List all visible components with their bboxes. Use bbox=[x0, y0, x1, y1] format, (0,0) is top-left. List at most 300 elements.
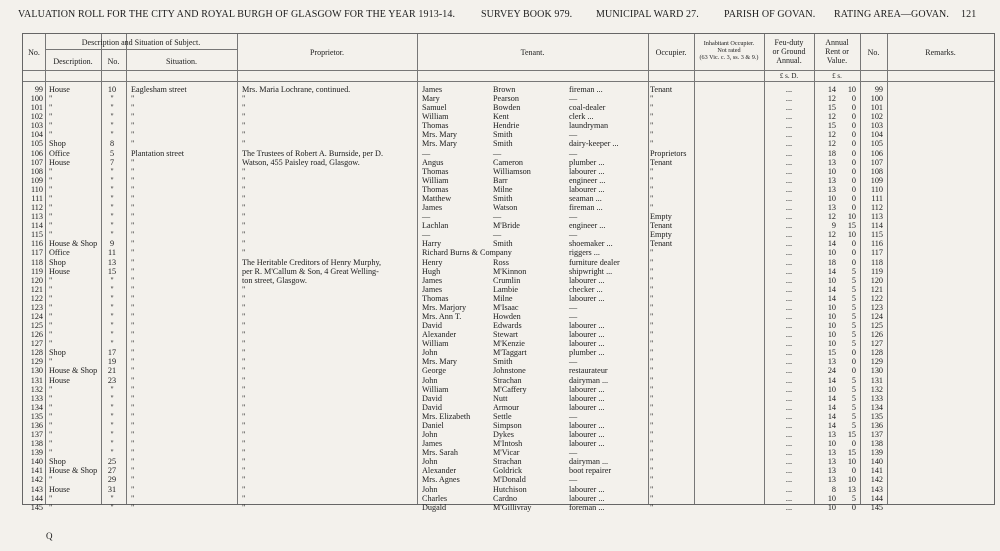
cell-no: 103 bbox=[30, 121, 43, 131]
cell-shill: 10 bbox=[847, 230, 856, 240]
cell-feu: ... bbox=[785, 203, 793, 213]
cell-feu: ... bbox=[785, 193, 793, 203]
cell-no2: 113 bbox=[871, 212, 883, 222]
cell-trade: plumber ... bbox=[569, 348, 605, 358]
feu-line-2: or Ground bbox=[772, 47, 806, 56]
cell-no: 130 bbox=[30, 366, 43, 376]
cell-no: 102 bbox=[30, 112, 43, 122]
cell-no: 133 bbox=[30, 393, 43, 403]
cell-sit: " bbox=[131, 94, 135, 104]
cell-num: " bbox=[110, 103, 114, 113]
cell-no2: 142 bbox=[870, 475, 883, 485]
cell-first: John bbox=[422, 484, 438, 494]
cell-feu: ... bbox=[785, 339, 793, 349]
cell-trade: shipwright ... bbox=[569, 266, 613, 276]
cell-first: Mrs. Mary bbox=[422, 130, 458, 140]
cell-pounds: 10 bbox=[827, 384, 836, 394]
cell-feu: ... bbox=[785, 384, 793, 394]
cell-num: 29 bbox=[107, 475, 117, 485]
cell-desc: Office bbox=[49, 148, 70, 158]
cell-prop: " bbox=[242, 330, 246, 340]
cell-first: Daniel bbox=[422, 420, 444, 430]
cell-prop: " bbox=[242, 121, 246, 131]
cell-feu: ... bbox=[785, 293, 793, 303]
cell-prop: " bbox=[242, 239, 246, 249]
cell-no: 134 bbox=[30, 402, 43, 412]
cell-sur: Smith bbox=[493, 357, 513, 367]
cell-desc: " bbox=[49, 430, 53, 440]
cell-no: 140 bbox=[30, 457, 43, 467]
cell-sit: " bbox=[131, 130, 135, 140]
cell-first: Mrs. Elizabeth bbox=[422, 411, 471, 421]
cell-no2: 134 bbox=[870, 402, 883, 412]
cell-num: " bbox=[110, 321, 114, 331]
cell-sur: Crumlin bbox=[493, 275, 521, 285]
cell-pounds: 13 bbox=[827, 175, 836, 185]
cell-no: 124 bbox=[30, 312, 43, 321]
cell-shill: 5 bbox=[851, 266, 856, 276]
cell-pounds: 12 bbox=[827, 94, 836, 104]
cell-occ: " bbox=[650, 402, 654, 412]
cell-desc: " bbox=[49, 302, 53, 312]
cell-no2: 143 bbox=[870, 484, 883, 494]
cell-desc: " bbox=[49, 321, 53, 331]
cell-trade: labourer ... bbox=[569, 420, 605, 430]
cell-num: 27 bbox=[107, 466, 117, 476]
cell-pounds: 13 bbox=[827, 475, 836, 485]
cell-sur: Nutt bbox=[493, 393, 508, 403]
cell-first: William bbox=[422, 175, 449, 185]
cell-desc: " bbox=[49, 420, 53, 430]
cell-feu: ... bbox=[785, 139, 793, 149]
cell-num: " bbox=[110, 402, 114, 412]
cell-first: William bbox=[422, 339, 449, 349]
cell-no2: 122 bbox=[870, 293, 883, 303]
table-row bbox=[23, 385, 994, 394]
cell-shill: 0 bbox=[851, 239, 856, 249]
cell-trade: fireman ... bbox=[569, 85, 603, 94]
cell-desc: House & Shop bbox=[49, 366, 98, 376]
cell-sur: Simpson bbox=[493, 420, 522, 430]
cell-shill: 5 bbox=[851, 393, 856, 403]
cell-no: 142 bbox=[30, 475, 43, 485]
cell-no: 141 bbox=[30, 466, 43, 476]
cell-sit: " bbox=[131, 448, 135, 458]
cell-sur: Johnstone bbox=[493, 366, 526, 376]
cell-sit: " bbox=[131, 312, 135, 321]
cell-pounds: 14 bbox=[827, 402, 836, 412]
cell-no: 144 bbox=[30, 493, 43, 503]
cell-no: 128 bbox=[30, 348, 43, 358]
cell-desc: Shop bbox=[49, 139, 66, 149]
cell-num: " bbox=[110, 430, 114, 440]
cell-num: " bbox=[110, 312, 114, 321]
cell-pounds: 14 bbox=[827, 85, 836, 94]
cell-prop: " bbox=[242, 439, 246, 449]
cell-occ: " bbox=[650, 330, 654, 340]
cell-sur: Edwards bbox=[493, 321, 522, 331]
cell-feu: ... bbox=[785, 212, 793, 222]
table-row bbox=[23, 330, 994, 339]
table-row bbox=[23, 294, 994, 303]
cell-no: 126 bbox=[30, 330, 43, 340]
cell-sur: M'Caffery bbox=[493, 384, 527, 394]
cell-feu: ... bbox=[785, 157, 793, 167]
cell-occ: " bbox=[650, 475, 654, 485]
cell-no2: 129 bbox=[870, 357, 883, 367]
cell-num: 7 bbox=[109, 157, 115, 167]
cell-no2: 118 bbox=[871, 257, 883, 267]
cell-feu: ... bbox=[785, 284, 793, 294]
cell-no2: 120 bbox=[870, 275, 883, 285]
feu-line-3: Annual. bbox=[776, 56, 802, 65]
cell-num: " bbox=[110, 384, 114, 394]
cell-no: 113 bbox=[31, 212, 43, 222]
cell-sur: M'Donald bbox=[493, 475, 526, 485]
table-row bbox=[23, 448, 994, 457]
cell-num: " bbox=[110, 193, 114, 203]
rent-line-3: Value. bbox=[826, 56, 848, 65]
cell-trade: labourer ... bbox=[569, 166, 605, 176]
cell-pounds: 12 bbox=[827, 139, 836, 149]
table-row bbox=[23, 221, 994, 230]
cell-pounds: 13 bbox=[827, 457, 836, 467]
cell-shill: 0 bbox=[851, 257, 856, 267]
col-description-header: Description. bbox=[53, 57, 93, 66]
cell-shill: 0 bbox=[851, 94, 856, 104]
cell-pounds: 14 bbox=[827, 266, 836, 276]
cell-no2: 103 bbox=[870, 121, 883, 131]
cell-pounds: 15 bbox=[827, 121, 836, 131]
cell-prop: " bbox=[242, 230, 246, 240]
cell-desc: " bbox=[49, 212, 53, 222]
cell-trade: plumber ... bbox=[569, 157, 605, 167]
page-number: 121 bbox=[961, 9, 977, 20]
cell-trade: — bbox=[569, 148, 578, 158]
cell-trade: — bbox=[569, 130, 578, 140]
cell-no: 131 bbox=[30, 375, 43, 385]
cell-no2: 102 bbox=[870, 112, 883, 122]
cell-sur: M'Taggart bbox=[493, 348, 527, 358]
cell-num: " bbox=[110, 302, 114, 312]
cell-shill: 0 bbox=[851, 193, 856, 203]
cell-no2: 124 bbox=[870, 312, 883, 321]
cell-desc: " bbox=[49, 330, 53, 340]
cell-prop: " bbox=[242, 502, 246, 512]
cell-prop: " bbox=[242, 348, 246, 358]
cell-first: Mrs. Mary bbox=[422, 357, 458, 367]
table-row bbox=[23, 212, 994, 221]
table-row bbox=[23, 321, 994, 330]
cell-sit: " bbox=[131, 184, 135, 194]
cell-no: 125 bbox=[30, 321, 43, 331]
cell-no: 117 bbox=[31, 248, 43, 258]
cell-trade: dairy-keeper ... bbox=[569, 139, 619, 149]
cell-sit: " bbox=[131, 457, 135, 467]
cell-num: " bbox=[110, 221, 114, 231]
cell-trade: labourer ... bbox=[569, 330, 605, 340]
cell-num: " bbox=[110, 502, 114, 512]
cell-desc: " bbox=[49, 439, 53, 449]
table-row bbox=[23, 130, 994, 139]
cell-first: Thomas bbox=[422, 184, 449, 194]
table-row bbox=[23, 158, 994, 167]
cell-shill: 15 bbox=[847, 430, 856, 440]
cell-desc: " bbox=[49, 402, 53, 412]
table-row bbox=[23, 403, 994, 412]
cell-feu: ... bbox=[785, 148, 793, 158]
cell-sit: " bbox=[131, 466, 135, 476]
cell-no: 136 bbox=[30, 420, 43, 430]
cell-first: Mrs. Mary bbox=[422, 139, 458, 149]
cell-shill: 0 bbox=[851, 166, 856, 176]
cell-shill: 0 bbox=[851, 466, 856, 476]
cell-trade: seaman ... bbox=[569, 193, 602, 203]
cell-no: 110 bbox=[31, 184, 43, 194]
cell-pounds: 13 bbox=[827, 157, 836, 167]
cell-pounds: 10 bbox=[827, 166, 836, 176]
cell-no2: 115 bbox=[871, 230, 883, 240]
cell-prop: " bbox=[242, 302, 246, 312]
col-feu-header bbox=[764, 38, 814, 65]
cell-num: " bbox=[110, 203, 114, 213]
cell-shill: 15 bbox=[847, 448, 856, 458]
cell-desc: " bbox=[49, 384, 53, 394]
cell-first: — bbox=[422, 230, 431, 240]
cell-occ: " bbox=[650, 321, 654, 331]
cell-num: " bbox=[110, 166, 114, 176]
cell-no2: 119 bbox=[871, 266, 883, 276]
cell-trade: foreman ... bbox=[569, 502, 605, 512]
cell-trade: — bbox=[569, 312, 578, 321]
cell-sur: — bbox=[493, 148, 502, 158]
cell-no2: 99 bbox=[874, 85, 883, 94]
cell-shill: 10 bbox=[847, 475, 856, 485]
cell-desc: " bbox=[49, 230, 53, 240]
cell-occ: " bbox=[650, 275, 654, 285]
inhabitant-line-2: Not rated bbox=[717, 47, 741, 54]
cell-occ: Tenant bbox=[650, 239, 673, 249]
cell-num: 25 bbox=[107, 457, 117, 467]
table-row bbox=[23, 267, 994, 276]
cell-sit: " bbox=[131, 239, 135, 249]
cell-sur: M'Gillivray bbox=[493, 502, 532, 512]
table-row bbox=[23, 239, 994, 248]
cell-feu: ... bbox=[785, 357, 793, 367]
inhabitant-line-3: (63 Vic. c. 3, ss. 3 & 9.) bbox=[699, 54, 759, 61]
cell-feu: ... bbox=[785, 184, 793, 194]
cell-feu: ... bbox=[785, 221, 793, 231]
cell-shill: 5 bbox=[851, 493, 856, 503]
cell-desc: " bbox=[49, 312, 53, 321]
table-row bbox=[23, 185, 994, 194]
cell-shill: 0 bbox=[851, 357, 856, 367]
footer-mark: Q bbox=[46, 531, 53, 541]
cell-shill: 5 bbox=[851, 420, 856, 430]
rating-area: RATING AREA—GOVAN. bbox=[834, 9, 949, 20]
cell-desc: Shop bbox=[49, 348, 66, 358]
cell-desc: " bbox=[49, 121, 53, 131]
roll-title: VALUATION ROLL FOR THE CITY AND ROYAL BURGH OF GLASGOW FOR THE YEAR 1913-14. bbox=[18, 9, 456, 20]
cell-shill: 10 bbox=[847, 85, 856, 94]
cell-sit: " bbox=[131, 175, 135, 185]
cell-no: 123 bbox=[30, 302, 43, 312]
cell-sit: Plantation street bbox=[131, 148, 184, 158]
cell-no: 99 bbox=[34, 85, 43, 94]
cell-desc: " bbox=[49, 94, 53, 104]
cell-trade: labourer ... bbox=[569, 293, 605, 303]
cell-occ: " bbox=[650, 203, 654, 213]
cell-desc: " bbox=[49, 448, 53, 458]
table-row bbox=[23, 357, 994, 366]
cell-sit: " bbox=[131, 475, 135, 485]
cell-occ: " bbox=[650, 420, 654, 430]
cell-no: 132 bbox=[30, 384, 43, 394]
cell-first: Charles bbox=[422, 493, 448, 503]
cell-no: 105 bbox=[30, 139, 43, 149]
cell-prop: " bbox=[242, 130, 246, 140]
cell-occ: " bbox=[650, 484, 654, 494]
cell-pounds: 12 bbox=[827, 130, 836, 140]
cell-occ: " bbox=[650, 411, 654, 421]
cell-sit: Eaglesham street bbox=[131, 85, 187, 94]
table-row bbox=[23, 475, 994, 484]
table-row bbox=[23, 412, 994, 421]
cell-sit: " bbox=[131, 257, 135, 267]
cell-no2: 106 bbox=[870, 148, 883, 158]
cell-feu: ... bbox=[785, 230, 793, 240]
cell-pounds: 10 bbox=[827, 339, 836, 349]
cell-sur: Kent bbox=[493, 112, 509, 122]
col-occupier-header: Occupier. bbox=[655, 48, 687, 57]
cell-no: 107 bbox=[30, 157, 43, 167]
cell-first: Lachlan bbox=[422, 221, 449, 231]
cell-sit: " bbox=[131, 430, 135, 440]
table-row bbox=[23, 258, 994, 267]
cell-no2: 105 bbox=[870, 139, 883, 149]
cell-first: James bbox=[422, 284, 443, 294]
cell-trade: riggers ... bbox=[569, 248, 600, 258]
cell-shill: 5 bbox=[851, 339, 856, 349]
cell-prop: The Heritable Creditors of Henry Murphy, bbox=[242, 257, 382, 267]
cell-no2: 100 bbox=[870, 94, 883, 104]
cell-shill: 10 bbox=[847, 457, 856, 467]
cell-prop: " bbox=[242, 139, 246, 149]
cell-shill: 10 bbox=[847, 212, 856, 222]
cell-shill: 5 bbox=[851, 384, 856, 394]
cell-first: Alexander bbox=[422, 466, 457, 476]
cell-no: 100 bbox=[30, 94, 43, 104]
cell-no2: 110 bbox=[871, 184, 883, 194]
cell-desc: " bbox=[49, 339, 53, 349]
cell-feu: ... bbox=[785, 121, 793, 131]
cell-no: 135 bbox=[30, 411, 43, 421]
table-row bbox=[23, 139, 994, 148]
cell-no2: 144 bbox=[870, 493, 883, 503]
cell-num: 5 bbox=[109, 148, 115, 158]
cell-first: John bbox=[422, 375, 438, 385]
cell-num: " bbox=[110, 339, 114, 349]
cell-occ: " bbox=[650, 266, 654, 276]
cell-num: 23 bbox=[107, 375, 117, 385]
cell-sur: Watson bbox=[493, 203, 518, 213]
cell-num: " bbox=[110, 121, 114, 131]
cell-occ: Proprietors bbox=[650, 148, 687, 158]
cell-no2: 135 bbox=[870, 411, 883, 421]
table-row bbox=[23, 149, 994, 158]
cell-desc: " bbox=[49, 221, 53, 231]
cell-first: James bbox=[422, 439, 443, 449]
cell-sur: Smith bbox=[493, 130, 513, 140]
cell-feu: ... bbox=[785, 175, 793, 185]
cell-sit: " bbox=[131, 330, 135, 340]
cell-first: Matthew bbox=[422, 193, 452, 203]
cell-shill: 0 bbox=[851, 139, 856, 149]
cell-desc: House bbox=[49, 157, 70, 167]
cell-occ: " bbox=[650, 357, 654, 367]
cell-no: 127 bbox=[30, 339, 43, 349]
table-row bbox=[23, 167, 994, 176]
cell-prop: " bbox=[242, 393, 246, 403]
cell-feu: ... bbox=[785, 493, 793, 503]
cell-sur: Brown bbox=[493, 85, 516, 94]
cell-sur: Strachan bbox=[493, 375, 522, 385]
cell-prop: " bbox=[242, 175, 246, 185]
cell-sur: — bbox=[493, 212, 502, 222]
cell-trade: clerk ... bbox=[569, 112, 594, 122]
cell-sit: " bbox=[131, 402, 135, 412]
cell-no: 122 bbox=[30, 293, 43, 303]
cell-num: " bbox=[110, 493, 114, 503]
cell-sur: Williamson bbox=[493, 166, 531, 176]
cell-no2: 116 bbox=[871, 239, 883, 249]
cell-desc: " bbox=[49, 175, 53, 185]
table-row bbox=[23, 466, 994, 475]
cell-sit: " bbox=[131, 384, 135, 394]
page-header bbox=[0, 9, 1000, 23]
cell-sur: Howden bbox=[493, 312, 521, 321]
table-row bbox=[23, 303, 994, 312]
cell-first: John bbox=[422, 457, 438, 467]
table-row bbox=[23, 430, 994, 439]
cell-num: 9 bbox=[109, 239, 115, 249]
cell-first: Mrs. Marjory bbox=[422, 302, 467, 312]
cell-sit: " bbox=[131, 420, 135, 430]
cell-occ: " bbox=[650, 339, 654, 349]
cell-sur: Bowden bbox=[493, 103, 521, 113]
cell-feu: ... bbox=[785, 420, 793, 430]
cell-pounds: 10 bbox=[827, 330, 836, 340]
cell-occ: " bbox=[650, 193, 654, 203]
feu-currency: £ s. D. bbox=[779, 72, 799, 80]
cell-sit: " bbox=[131, 248, 135, 258]
cell-prop: " bbox=[242, 103, 246, 113]
cell-feu: ... bbox=[785, 484, 793, 494]
cell-shill: 5 bbox=[851, 284, 856, 294]
cell-occ: " bbox=[650, 121, 654, 131]
cell-occ: Tenant bbox=[650, 221, 673, 231]
cell-no2: 128 bbox=[870, 348, 883, 358]
cell-desc: Shop bbox=[49, 457, 66, 467]
cell-first: — bbox=[422, 212, 431, 222]
table-row bbox=[23, 376, 994, 385]
cell-sit: " bbox=[131, 230, 135, 240]
cell-sur: M'Kenzie bbox=[493, 339, 525, 349]
cell-sit: " bbox=[131, 284, 135, 294]
cell-feu: ... bbox=[785, 103, 793, 113]
cell-num: " bbox=[110, 212, 114, 222]
cell-first: Mary bbox=[422, 94, 440, 104]
